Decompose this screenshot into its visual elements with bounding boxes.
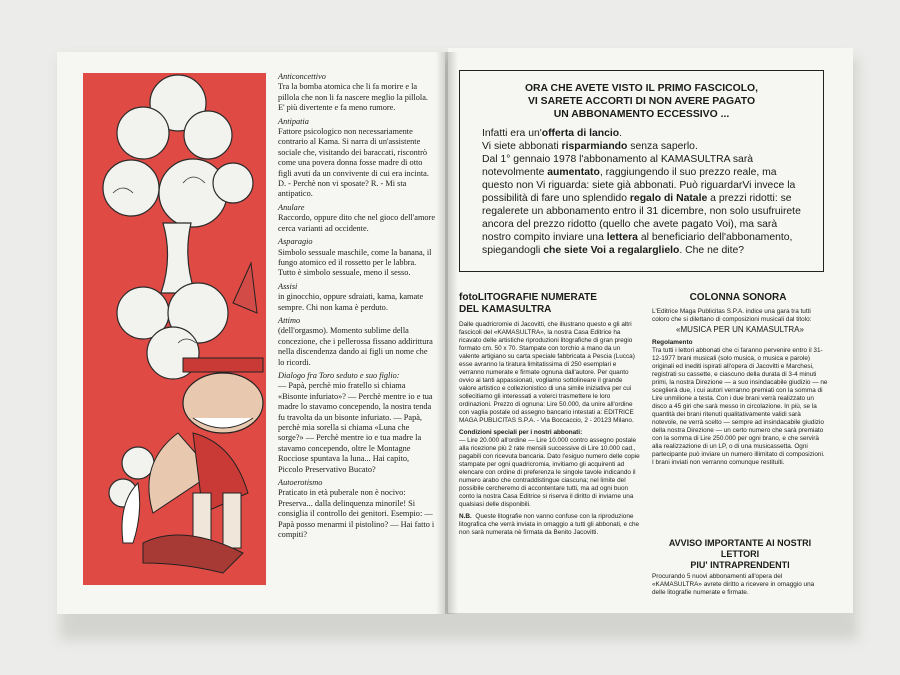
bold-text: lettera xyxy=(606,232,638,243)
text: . xyxy=(619,128,623,139)
text: . Che ne dite? xyxy=(679,245,745,256)
entry-text: — Papà, perchè mio fratello si chiama «Bisonte infuriato»? — Perchè mentre io e tua madre lo stavamo concependo, la nostra tenda fu travolta da un bisonte infuriato. — Papà, perchè mia sorella si chiama «Luna che sorge?» — Perchè mentre io e tua madre la stavamo concependo, oltre le Montagne Rocciose spuntava la luna... Hai capito, Piccolo Preservativo Bucato? xyxy=(278,381,433,474)
notice-readers-title xyxy=(652,538,828,571)
bold-text: che siete Voi a regalarglielo xyxy=(543,245,680,256)
entry-text: Simbolo sessuale maschile, come la banana, il fungo atomico ed il rossetto per le labbra. Tutto è simbolo sessuale, meno il sesso. xyxy=(278,247,432,278)
notice-readers-title-line: LETTORI xyxy=(720,549,760,559)
soundtrack-title: COLONNA SONORA xyxy=(689,292,787,303)
entry-text: Raccordo, oppure dito che nel gioco dell'amore cerca varianti ad occidente. xyxy=(278,213,436,233)
entry-heading: Anticoncettivo xyxy=(278,72,326,81)
glossary-column xyxy=(278,72,435,540)
lithographs-title xyxy=(459,292,631,316)
bold-text: regalo di Natale xyxy=(629,193,708,204)
nb-label: N.B. xyxy=(459,513,472,520)
rules-title: Regolamento xyxy=(652,339,693,346)
notice-title xyxy=(460,83,823,121)
entry-heading: Assisi xyxy=(278,281,298,291)
lithographs-title-line: DEL KAMASULTRA xyxy=(459,304,552,315)
text: al beneficiario dell'abbonamento, spiegandogli xyxy=(482,232,793,256)
entry-heading: Asparagio xyxy=(278,237,313,247)
entry-text: (dell'orgasmo). Momento sublime della concezione, che i pellerossa fissano addirittura nella discendenza dando ai figli un nome che lo ricordi. xyxy=(278,326,433,367)
notice-readers-text: Procurando 5 nuovi abbonamenti all'opera del «KAMASULTRA» avrete diritto a ricevere in omaggio una delle litografie numerate e firmate. xyxy=(652,573,815,596)
entry-text: Praticato in età puberale non è nocivo: Preserva... dalla delinquenza minorile! Si consiglia il controllo dei genitori. Esempio: — Papà posso menarmi il pistolino? — Hai fatto i compiti? xyxy=(278,488,435,540)
rules-text: Tra tutti i lettori abbonati che ci faranno pervenire entro il 31-12-1977 brani musicali (solo musica, o musica e parole) originali ed inediti ispirati all'opera di Jacovitti e Marchesi, registrati su cassette, e ciascuno della durata di 3-4 minuti primi, la nostra Direzione — a suo insindacabile giudizio — ne sceglierà due, i cui autori verranno premiati con la somma di Lire unmilione a testa. Con i due brani verrà realizzato un disco a 45 giri che sarà messo in circolazione. In più, se la quantità dei brani ritenuti qualitativamente validi sarà notevole, ne verrà scelto — sempre ad insindacabile giudizio della nostra Direzione — un certo numero che sarà premiato con la somma di Lire 250.000 per ogni brano, e che servirà alla realizzazione di un LP, o di una musicassetta. Ogni partecipante può inviare un numero illimitato di composizioni. I brani inviati non verranno comunque restituiti. xyxy=(652,347,828,466)
notice-readers-title-line: AVVISO IMPORTANTE AI NOSTRI xyxy=(668,538,812,548)
entry-heading: Autoerotismo xyxy=(278,478,323,488)
title-text: fotoLITOGRAFIE NUMERATE xyxy=(459,292,597,303)
subscription-notice-box xyxy=(459,70,824,272)
conditions-title: Condizioni speciali per i nostri abbonati: xyxy=(459,429,583,436)
notice-para-1 xyxy=(482,127,804,140)
notice-title-line: ORA CHE AVETE VISTO IL PRIMO FASCICOLO, xyxy=(524,83,759,94)
entry-text: Fattore psicologico non necessariamente contrario al Kama. Si narra di un'assistente sociale che, visitando dei baraccati, riscontrò come una povera donna fosse madre di otto figli avuti da un convivente di cui era incinta. D. - Perchè non vi sposate? R. - Mi sta antipatico. xyxy=(278,127,429,199)
bold-text: aumentato xyxy=(547,167,600,178)
lithographs-intro: Dalle quadricromie di Jacovitti, che illustrano questo e gli altri fascicoli del «KAMASULTRA», la nostra Casa Editrice ha ricavato delle artistiche riproduzioni litografiche di gran pregio formato cm. 50 x 70. Stampate con torchio a mano da un valente artigiano su carta speciale fabbricata a Pescia (Lucca) esse avranno la tiratura limitatissima di 250 esemplari e verranno numerate e firmate ognuna dall'autore. Per quanto ovvio ai tanti appassionati, vogliamo sottolineare il grande valore artistico e collezionistico di una simile iniziativa per cui sollecitiamo gli interessati a volerci trasmettere le loro ordinazioni. Prezzo di ognuna: Lire 50.000, da unire all'ordine con vaglia postale od assegno bancario intestati a: EDITRICE MAGA PUBLICITAS S.P.A. - Via Boccaccio, 2 - 20123 Milano. xyxy=(459,321,635,424)
notice-title-line: VI SARETE ACCORTI DI NON AVERE PAGATO xyxy=(527,95,756,107)
entry-heading: Dialogo fra Toro seduto e suo figlio: xyxy=(278,370,400,380)
entry-heading: Anulare xyxy=(278,202,305,212)
bold-text: risparmiando xyxy=(561,141,628,152)
notice-para-2 xyxy=(482,140,804,153)
song-title: «MUSICA PER UN KAMASULTRA» xyxy=(676,325,804,334)
conditions-text: — Lire 20.000 all'ordine — Lire 10.000 contro assegno postale alla ricezione più 2 rate mensili successive di Lire 10.000 cad., pagabili con ricevuta bancaria. Dato l'esiguo numero delle copie stampate per ogni quadricromia, invitiamo gli acquirenti ad elencare con ordine di preferenza le singole tavole indicando il numero arabo che contraddistingue ciascuna; nel limite del possibile cercheremo di accontentare tutti, ma ad ogni buon conto la nostra Casa Editrice si riserva il diritto di inviarne una qualsiasi delle disponibili. xyxy=(459,437,640,508)
text: a prezzi ridotti: se regalerete un abbonamento entro il 31 dicembre, non solo usufruirete ancora del prezzo ridotto (quello che avete pagato Voi), ma sarà nostro compito inviare una xyxy=(482,193,801,243)
text: , raggiungendo il suo prezzo reale, ma questo non Vi riguarda: siete già abbonati. Può riguardarVi invece la possibilità di fare uno splendido xyxy=(482,167,796,204)
nb-text: Queste litografie non vanno confuse con la riproduzione litografica che verrà inviata in omaggio a tutti gli abbonati, e che non sarà numerata nè firmata da Benito Jacovitti. xyxy=(459,513,640,536)
text: senza saperlo. xyxy=(627,141,698,152)
entry-heading: Attimo xyxy=(278,315,301,325)
lithographs-title-line xyxy=(459,292,631,304)
entry-text: in ginocchio, oppure sdraiati, kama, kamate sempre. Chi non kama è perduto. xyxy=(278,292,424,312)
notice-body xyxy=(482,127,804,257)
booklet-gutter xyxy=(436,52,458,614)
cartoon-illustration xyxy=(83,73,266,585)
notice-readers-title-line: PIU' INTRAPRENDENTI xyxy=(690,560,790,570)
soundtrack-text xyxy=(652,308,828,467)
entry-text: Tra la bomba atomica che li fa morire e la pillola che non li fa nascere meglio la pillola. E' più divertente e fa meno rumore. xyxy=(278,82,428,113)
notice-title-line: UN ABBONAMENTO ECCESSIVO ... xyxy=(553,108,730,120)
bold-text: offerta di lancio xyxy=(541,128,620,139)
text: Dal 1° gennaio 1978 l'abbonamento al KAMASULTRA sarà notevolmente xyxy=(482,154,754,178)
text: Infatti era un' xyxy=(482,128,542,139)
soundtrack-intro: L'Editrice Maga Publicitas S.P.A. indice una gara tra tutti coloro che si dilettano di composizioni musicali dal titolo: xyxy=(652,308,812,323)
lithographs-text xyxy=(459,321,640,537)
notice-para-3 xyxy=(482,153,804,257)
entry-heading: Antipatia xyxy=(278,116,309,126)
text: Vi siete abbonati xyxy=(482,141,562,152)
